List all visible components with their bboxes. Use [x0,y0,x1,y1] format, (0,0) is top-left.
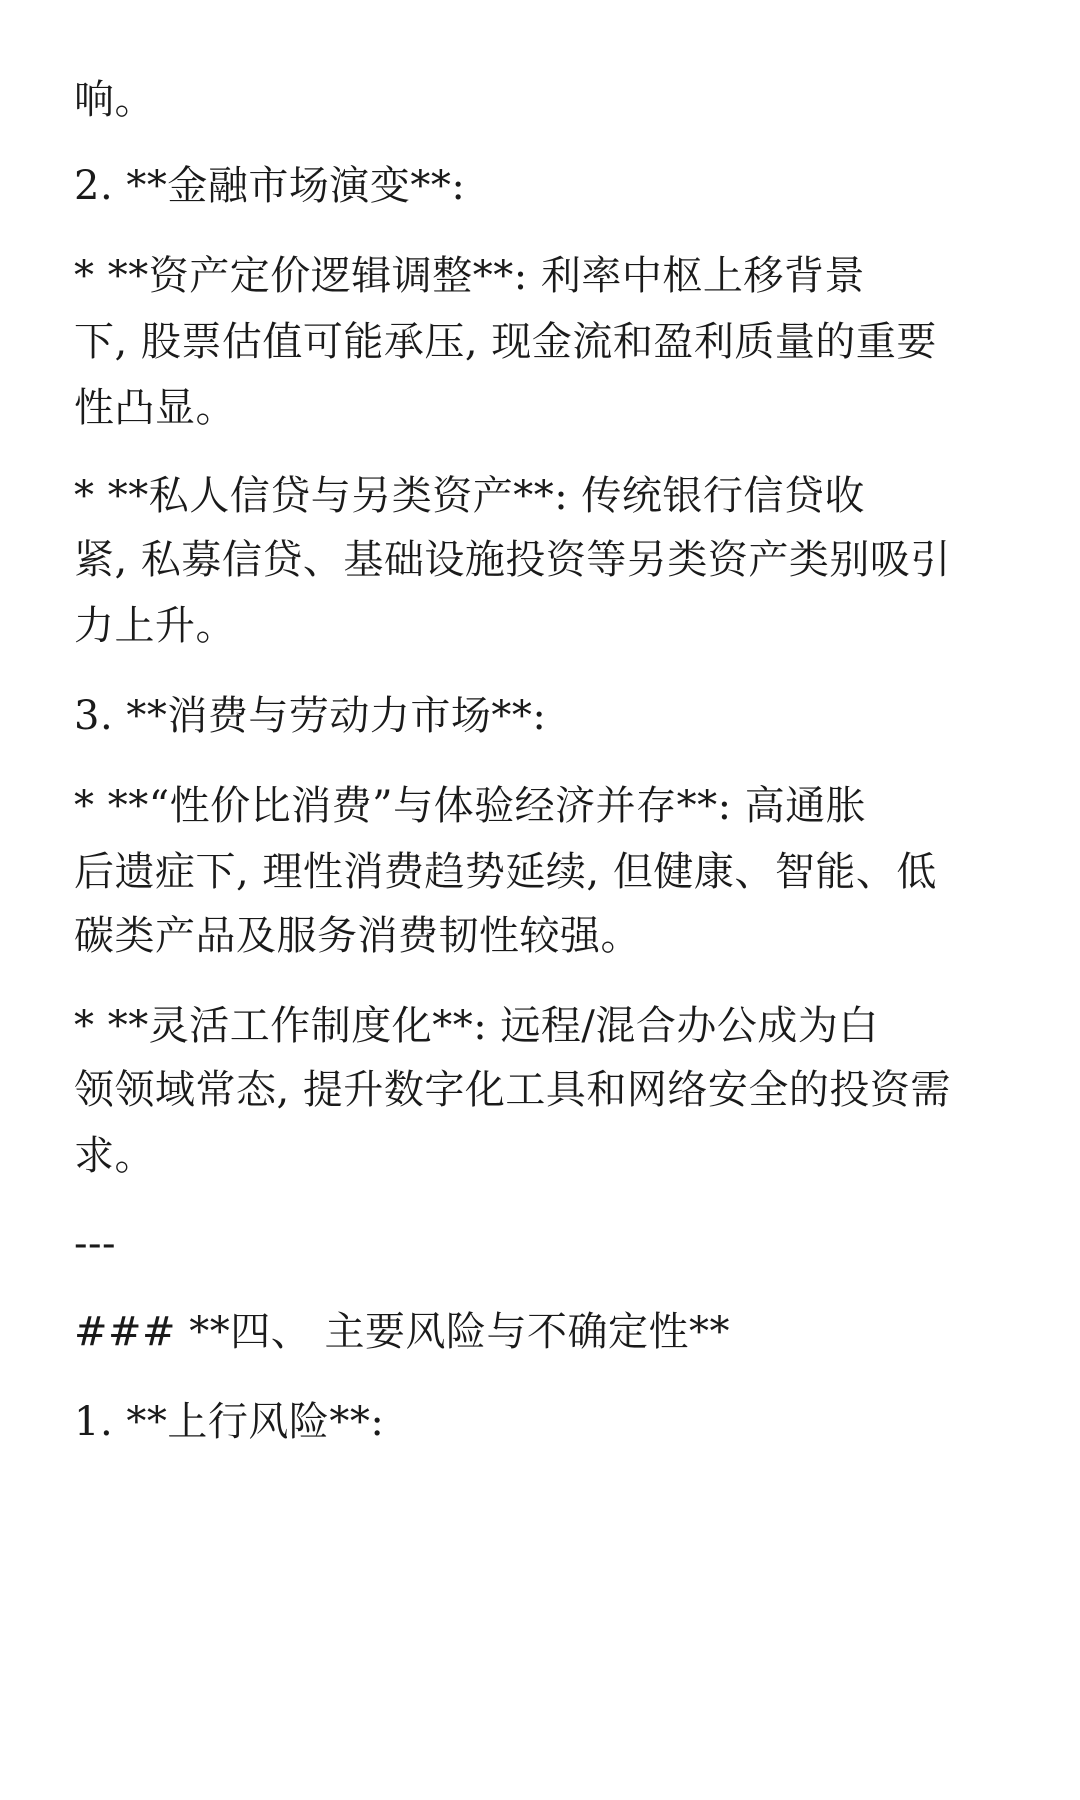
text-line: 领领域常态, 提升数字化工具和网络安全的投资需 [74,1067,951,1113]
text-line: 紧, 私募信贷、基础设施投资等另类资产类别吸引 [74,537,951,583]
text-line: 响。 [74,77,155,123]
text-line: 求。 [74,1133,155,1179]
text-line: 性凸显。 [74,385,236,431]
text-line: * **灵活工作制度化**: 远程/混合办公成为白 [74,1003,879,1049]
text-line: 后遗症下, 理性消费趋势延续, 但健康、智能、低 [74,849,937,895]
horizontal-rule-text: --- [74,1221,117,1267]
list-item-heading: 1. **上行风险**: [74,1399,385,1445]
text-line: 力上升。 [74,603,236,649]
text-line: * **资产定价逻辑调整**: 利率中枢上移背景 [74,253,865,299]
list-item-heading: 2. **金融市场演变**: [74,163,466,209]
text-line: * **“性价比消费”与体验经济并存**: 高通胀 [74,783,867,829]
section-heading: ### **四、 主要风险与不确定性** [74,1309,730,1355]
text-line: * **私人信贷与另类资产**: 传统银行信贷收 [74,473,865,519]
list-item-heading: 3. **消费与劳动力市场**: [74,693,547,739]
text-line: 下, 股票估值可能承压, 现金流和盈利质量的重要 [74,319,937,365]
text-line: 碳类产品及服务消费韧性较强。 [74,913,641,959]
